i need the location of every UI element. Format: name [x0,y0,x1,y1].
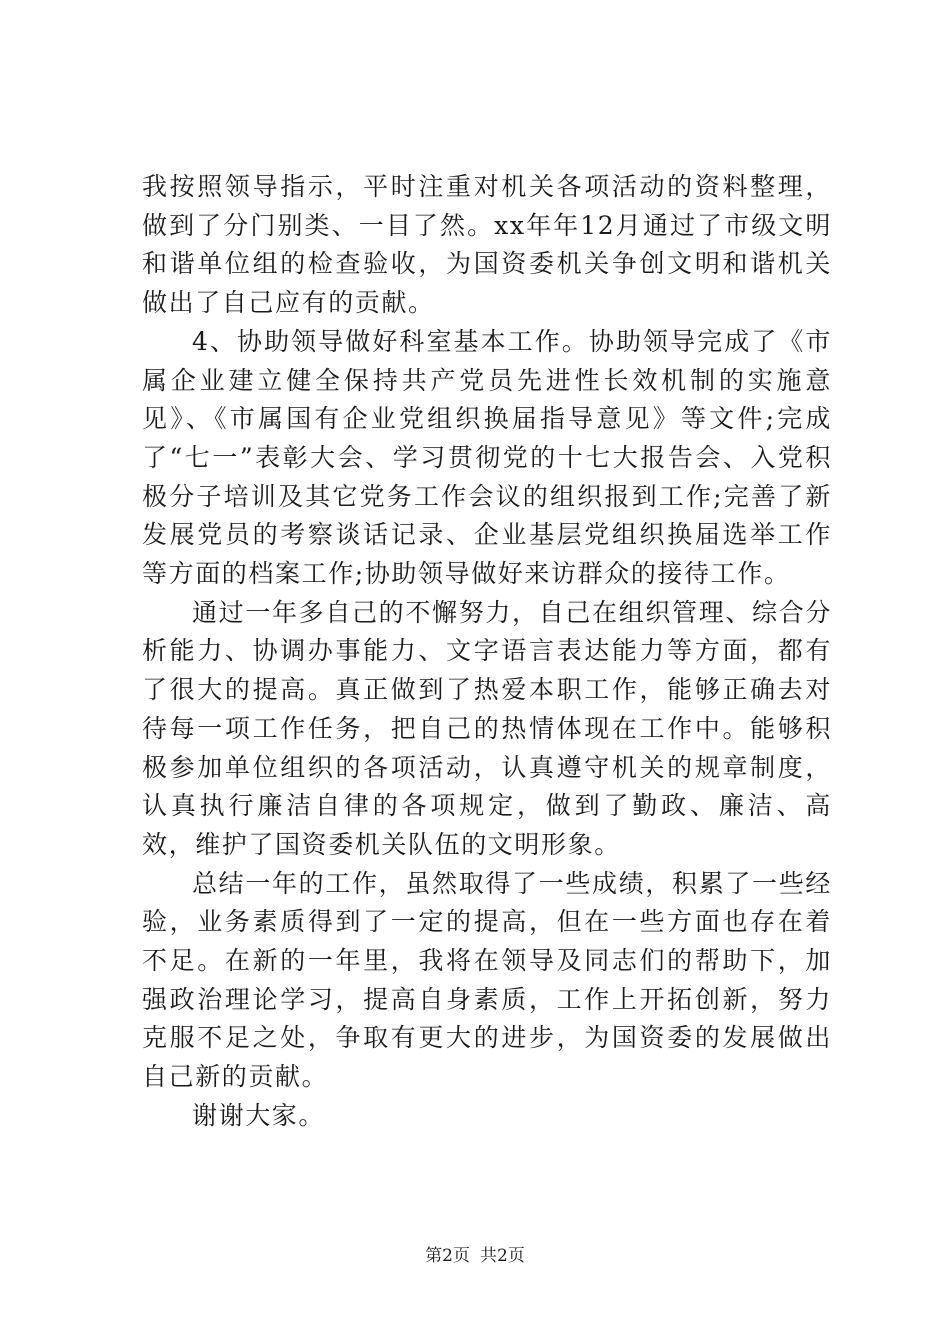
page-number-total: 共2页 [480,1246,525,1266]
paragraph-4: 总结一年的工作，虽然取得了一些成绩，积累了一些经验，业务素质得到了一定的提高，但在一些方面也存在着不足。在新的一年里，我将在领导及同志们的帮助下，加强政治理论学习，提高自身素质，工作上开拓创新，努力克服不足之处，争取有更大的进步，为国资委的发展做出自己新的贡献。 [142,868,832,1092]
paragraph-2: 4、协助领导做好科室基本工作。协助领导完成了《市属企业建立健全保持共产党员先进性长效机制的实施意见》、《市属国有企业党组织换届指导意见》等文件;完成了“七一”表彰大会、学习贯彻党的十七大报告会、入党积极分子培训及其它党务工作会议的组织报到工作;完善了新发展党员的考察谈话记录、企业基层党组织换届选举工作等方面的档案工作;协助领导做好来访群众的接待工作。 [142,326,832,589]
paragraph-1: 我按照领导指示，平时注重对机关各项活动的资料整理，做到了分门别类、一目了然。xx年年12月通过了市级文明和谐单位组的检查验收，为国资委机关争创文明和谐机关做出了自己应有的贡献。 [142,172,832,318]
page-footer [0,1244,950,1268]
document-body [142,168,832,1136]
paragraph-5: 谢谢大家。 [192,1100,326,1130]
paragraph-3: 通过一年多自己的不懈努力，自己在组织管理、综合分析能力、协调办事能力、文字语言表达能力等方面，都有了很大的提高。真正做到了热爱本职工作，能够正确去对待每一项工作任务，把自己的热情体现在工作中。能够积极参加单位组织的各项活动，认真遵守机关的规章制度，认真执行廉洁自律的各项规定，做到了勤政、廉洁、高效，维护了国资委机关队伍的文明形象。 [142,597,832,859]
page-number-current: 第2页 [425,1246,470,1266]
